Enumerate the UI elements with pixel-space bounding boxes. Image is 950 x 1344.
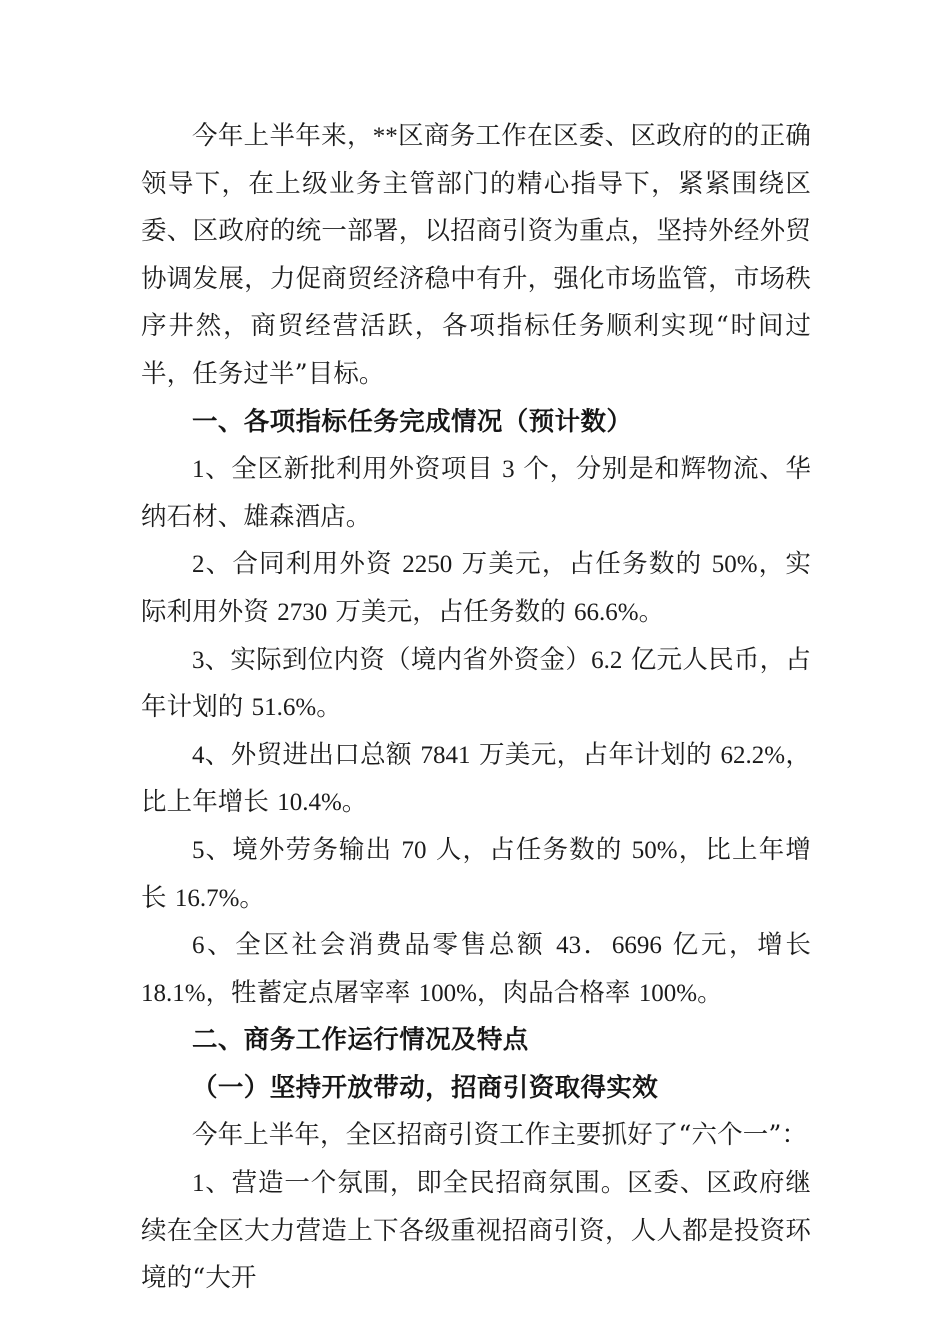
inline-number: 16.7% <box>174 884 240 912</box>
inline-number: 10.4% <box>277 789 342 817</box>
inline-number: 7841 <box>420 741 471 769</box>
paragraph-sub-item-1: 1、营造一个氛围，即全民招商氛围。区委、区政府继续在全区大力营造上下各级重视招商引资，人人都是投资环境的“大开 <box>141 1168 811 1294</box>
inline-number: 6696 <box>611 932 662 960</box>
inline-number: 62.2% <box>720 741 786 769</box>
paragraph-sub-intro: 今年上半年，全区招商引资工作主要抓好了“六个一”： <box>192 1120 808 1151</box>
inline-number: 3 <box>192 646 205 674</box>
inline-number: 6.2 <box>591 646 623 674</box>
paragraph-item-6: 6、全区社会消费品零售总额 43．6696 亿元，增长 18.1%，牲蓄定点屠宰率 100%，肉品合格率 100%。 <box>141 930 811 1008</box>
inline-number: 5 <box>192 836 205 864</box>
inline-number: 2730 <box>277 598 328 626</box>
inline-number: 6 <box>192 932 205 960</box>
heading-section-2: 二、商务工作运行情况及特点 <box>192 1025 529 1056</box>
paragraph-item-2: 2、合同利用外资 2250 万美元，占任务数的 50%，实际利用外资 2730 万美元，占任务数的 66.6%。 <box>141 549 812 627</box>
paragraph-item-3: 3、实际到位内资（境内省外资金）6.2 亿元人民币，占年计划的 51.6%。 <box>141 644 811 723</box>
inline-number: 100% <box>638 979 698 1007</box>
inline-number: 3 <box>502 456 515 484</box>
inline-number: 1 <box>192 456 205 484</box>
inline-number: 66.6% <box>574 598 639 626</box>
heading-subsection-1: （一）坚持开放带动，招商引资取得实效 <box>192 1072 659 1103</box>
inline-number: 51.6% <box>251 694 317 722</box>
document-text-body <box>141 113 811 1303</box>
inline-number: 4 <box>192 741 205 769</box>
paragraph-item-5: 5、境外劳务输出 70 人，占任务数的 50%，比上年增长 16.7%。 <box>141 834 811 913</box>
inline-number: 50% <box>631 836 678 864</box>
inline-number: 43 <box>556 932 582 960</box>
inline-number: 2 <box>192 551 205 579</box>
inline-number: 50% <box>711 551 758 579</box>
inline-number: ** <box>372 123 398 150</box>
inline-number: 1 <box>192 1170 205 1198</box>
inline-number: 70 <box>401 836 427 864</box>
paragraph-item-1: 1、全区新批利用外资项目 3 个，分别是和辉物流、华纳石材、雄森酒店。 <box>141 454 811 532</box>
heading-section-1: 一、各项指标任务完成情况（预计数） <box>192 406 633 437</box>
inline-number: 100% <box>418 979 477 1007</box>
paragraph-intro: 今年上半年来，**区商务工作在区委、区政府的的正确领导下，在上级业务主管部门的精心指导下，紧紧围绕区委、区政府的统一部署，以招商引资为重点，坚持外经外贸协调发展，力促商贸经济稳中有升，强化市场监管，市场秩序井然，商贸经营活跃，各项指标任务顺利实现“时间过半，任务过半”目标。 <box>141 121 811 389</box>
inline-number: 18.1% <box>141 979 206 1007</box>
inline-number: 2250 <box>402 551 453 579</box>
paragraph-item-4: 4、外贸进出口总额 7841 万美元，占年计划的 62.2%，比上年增长 10.4%。 <box>141 739 812 818</box>
